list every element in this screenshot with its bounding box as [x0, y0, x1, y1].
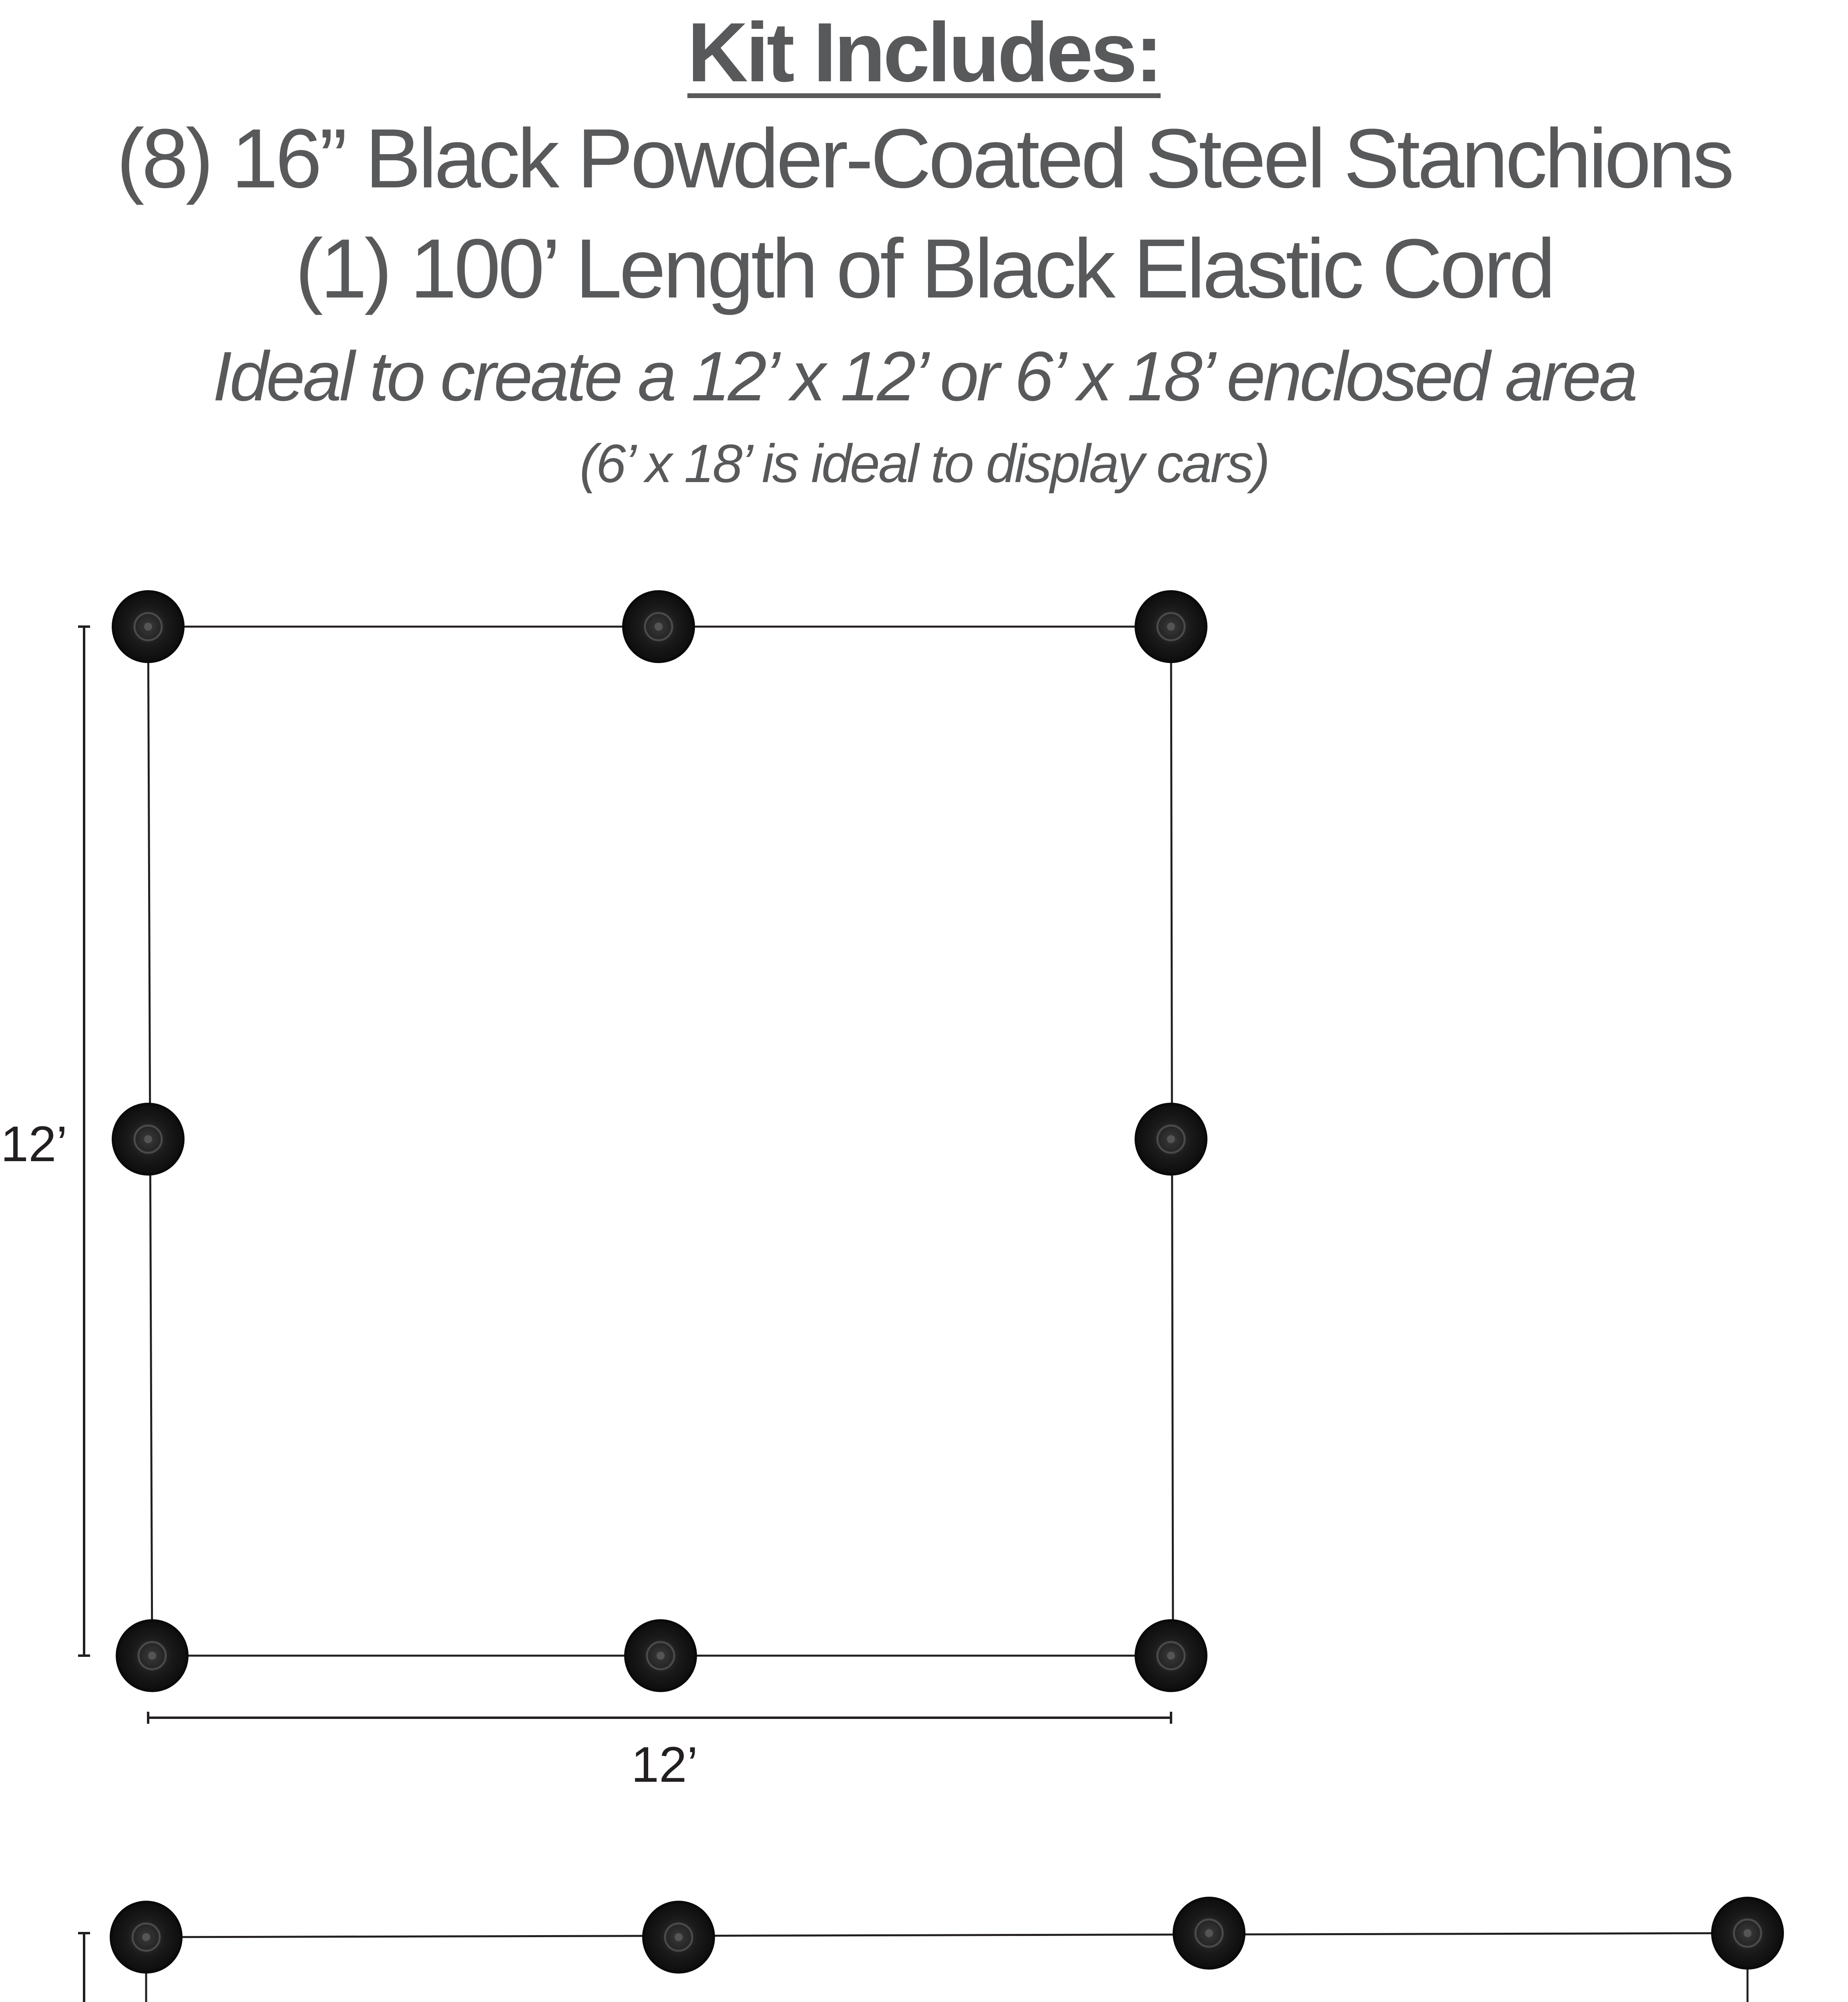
stanchion-base-icon — [1136, 1104, 1206, 1174]
stanchion-base-icon — [117, 1620, 187, 1691]
stanchion-base-icon — [623, 591, 694, 662]
note-line: (6’ x 18’ is ideal to display cars) — [579, 433, 1269, 494]
stanchion-base-icon — [111, 1902, 181, 1972]
stanchion-bases — [111, 591, 1783, 2002]
usage-line: Ideal to create a 12’ x 12’ or 6’ x 18’ enclosed area — [212, 338, 1636, 416]
square-width-label: 12’ — [631, 1737, 698, 1793]
stanchion-base-icon — [113, 1104, 183, 1174]
square-height-label: 12’ — [0, 1116, 68, 1172]
rectangle-cords — [146, 1933, 1748, 2002]
stanchion-base-icon — [625, 1620, 696, 1691]
stanchion-base-icon — [643, 1902, 714, 1972]
stanchion-base-icon — [1136, 591, 1206, 662]
cord-top — [146, 1933, 1748, 1937]
cord-line: (1) 100’ Length of Black Elastic Cord — [295, 221, 1553, 316]
stanchion-base-icon — [113, 591, 183, 662]
kit-title: Kit Includes: — [687, 5, 1161, 99]
stanchion-base-icon — [1712, 1898, 1783, 1968]
square-dimension-lines — [78, 627, 1171, 1724]
square-cords — [148, 627, 1173, 1656]
stanchions-line: (8) 16” Black Powder-Coated Steel Stanchions — [116, 111, 1732, 205]
rectangle-dimension-lines — [78, 1933, 1748, 2002]
rectangle-layout — [20, 1933, 1748, 2002]
square-layout — [1, 627, 1173, 1793]
stanchion-base-icon — [1174, 1898, 1244, 1968]
stanchion-base-icon — [1136, 1620, 1206, 1691]
